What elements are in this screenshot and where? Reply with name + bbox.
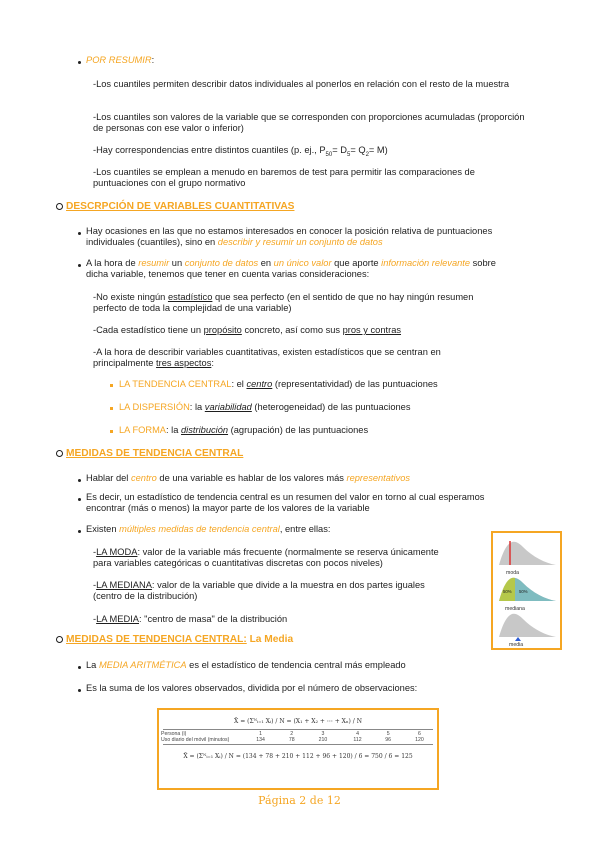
t: Existen xyxy=(86,524,120,534)
bullet xyxy=(78,232,81,235)
table-cell: 78 xyxy=(288,737,295,743)
cuantiles-item-1: -Los cuantiles permiten describir datos individuales al ponerlos en relación con el resto de la muestra xyxy=(93,79,509,89)
bullet xyxy=(78,61,81,64)
t: concreto, así como sus xyxy=(241,325,343,335)
mean-formula-figure xyxy=(157,708,439,790)
sec3-bullet-2: Es la suma de los valores observados, dividida por el número de observaciones: xyxy=(86,683,418,693)
u: LA MEDIANA xyxy=(96,580,152,590)
u: centro xyxy=(246,379,273,389)
t: de una variable es hablar de los valores más xyxy=(156,473,347,483)
moda-label: moda xyxy=(506,570,519,576)
section-circle-icon xyxy=(56,450,63,457)
por-resumir-label: POR RESUMIR xyxy=(86,55,152,65)
section-circle-icon xyxy=(56,636,63,643)
table-cell: 112 xyxy=(353,737,362,743)
t: : el xyxy=(231,379,247,389)
t: -A la hora de describir variables cuantitativas, existen estadísticos que se centran en xyxy=(93,347,441,357)
central-tendency-figure xyxy=(491,531,562,650)
e: resumir xyxy=(138,258,170,268)
section-circle-icon xyxy=(56,203,63,210)
t: que aporte xyxy=(331,258,382,268)
t: un xyxy=(169,258,185,268)
percent-label-left: 50% xyxy=(503,589,512,594)
table-cell: Persona (i) xyxy=(161,731,187,737)
cuantiles-item-3: -Los cuantiles se emplean a menudo en baremos de test para permitir las comparaciones de puntuaciones con el grupo normativo xyxy=(93,167,475,189)
t: : la xyxy=(166,425,182,435)
mediana-label: mediana xyxy=(505,606,525,612)
corr-eq2: = Q xyxy=(350,145,366,155)
u: LA MEDIA xyxy=(96,614,139,624)
bullet xyxy=(78,479,81,482)
u: distribución xyxy=(181,425,229,435)
media-definition: -LA MEDIA: "centro de masa" de la distribución xyxy=(93,614,288,624)
table-cell: 5 xyxy=(386,731,390,737)
por-resumir-heading xyxy=(86,55,154,66)
t: , entre ellas: xyxy=(279,524,331,534)
t: (centro de la distribución) xyxy=(93,591,198,602)
e: conjunto de datos xyxy=(184,258,259,268)
aspect-tendencia xyxy=(119,379,438,390)
sec1-bullet-1 xyxy=(86,226,516,249)
bullet xyxy=(78,498,81,501)
table-cell: Uso diario del móvil (minutos) xyxy=(161,737,230,743)
orange-square-bullet xyxy=(110,430,113,433)
t: -Cada estadístico tiene un xyxy=(93,325,204,335)
moda-definition: -LA MODA: valor de la variable más frecuente (normalmente se reserva únicamente para variables categóricas o cuantitativas discretas con pocos niveles) xyxy=(93,547,439,569)
sec2-bullet-2 xyxy=(86,492,484,515)
table-cell: 210 xyxy=(318,737,328,743)
t: principalmente xyxy=(93,358,157,369)
u: tres aspectos xyxy=(156,358,212,369)
distribution-curves-diagram xyxy=(493,533,560,648)
t: dicha variable, tenemos que tener en cuenta varias consideraciones: xyxy=(86,269,370,280)
u: estadístico xyxy=(167,292,213,302)
section-title-sub: La Media xyxy=(246,634,294,645)
t: : valor de la variable más frecuente (normalmente se reserva únicamente xyxy=(137,547,439,557)
sec2-bullet-1 xyxy=(86,473,410,484)
percent-label-right: 50% xyxy=(519,589,528,594)
t: es el estadístico de tendencia central más empleado xyxy=(186,660,406,670)
t: : xyxy=(211,358,214,369)
u: variabilidad xyxy=(204,402,252,412)
e: representativos xyxy=(346,473,411,483)
t: -No existe ningún xyxy=(93,292,168,302)
table-cell: 134 xyxy=(256,737,265,743)
cuantiles-item-2: -Los cuantiles son valores de la variable que se corresponden con proporciones acumuladas (proporción de personas con ese valor o inferior) xyxy=(93,112,525,134)
section-title-descripcion: DESCRPCIÓN DE VARIABLES CUANTITATIVAS xyxy=(66,201,295,212)
aspect-dispersion xyxy=(119,402,411,413)
e: centro xyxy=(130,473,157,483)
t: sobre xyxy=(470,258,496,268)
corr-post: = M) xyxy=(368,145,388,155)
colon: : xyxy=(151,55,155,65)
bullet xyxy=(78,689,81,692)
sec1-sub-3 xyxy=(93,347,441,370)
t: que sea perfecto (en el sentido de que no hay ningún resumen xyxy=(212,292,474,302)
table-cell: 6 xyxy=(417,731,421,737)
orange-square-bullet xyxy=(110,407,113,410)
page-footer: Página 2 de 12 xyxy=(258,794,341,807)
t: (agrupación) de las puntuaciones xyxy=(228,425,369,435)
bullet xyxy=(78,530,81,533)
sec1-bullet-2 xyxy=(86,258,536,281)
q-sub: 2 xyxy=(365,151,369,158)
mean-formula-general: X̄ = (Σᴺᵢ₌₁ Xᵢ) / N = (X₁ + X₂ + ⋯ + Xₙ) / N xyxy=(234,718,362,725)
t: Es decir, un estadístico de tendencia central es un resumen del valor en torno al cual esperamos xyxy=(86,492,485,502)
sec2-bullet-3 xyxy=(86,524,330,535)
table-cell: 4 xyxy=(356,731,359,737)
table-cell: 1 xyxy=(259,731,263,737)
t: encontrar (más o menos) la mayor parte de los valores de la variable xyxy=(86,503,370,514)
aspect-label: LA FORMA xyxy=(119,425,167,435)
t: : "centro de masa" de la distribución xyxy=(139,614,288,624)
section-title-media xyxy=(66,634,293,645)
e: un único valor xyxy=(273,258,332,268)
section-title-tendencia-central: MEDIDAS DE TENDENCIA CENTRAL xyxy=(66,448,244,459)
mean-formula-example: X̄ = (Σᴺᵢ₌₁ Xᵢ) / N = (134 + 78 + 210 + 112 + 96 + 120) / 6 = 750 / 6 = 125 xyxy=(183,753,413,760)
table-cell: 120 xyxy=(415,737,424,743)
d-sub: 5 xyxy=(346,151,351,158)
t: : la xyxy=(189,402,205,412)
sec3-bullet-1 xyxy=(86,660,406,671)
t: en xyxy=(258,258,274,268)
corr-pre: -Hay correspondencias entre distintos cuantiles (p. ej., P xyxy=(93,145,326,155)
u: propósito xyxy=(203,325,242,335)
aspect-label: LA DISPERSIÓN xyxy=(119,402,190,412)
cuantiles-correspondencias xyxy=(93,145,533,161)
sec1-b1-emphasis: describir y resumir un conjunto de datos xyxy=(217,237,383,248)
aspect-forma xyxy=(119,425,368,436)
table-row xyxy=(159,737,437,743)
corr-eq1: = D xyxy=(332,145,347,155)
bullet xyxy=(78,264,81,267)
section-title-main: MEDIDAS DE TENDENCIA CENTRAL: xyxy=(66,634,247,645)
t: : valor de la variable que divide a la muestra en dos partes iguales xyxy=(151,580,425,590)
t: perfecto de toda la complejidad de una variable) xyxy=(93,303,292,314)
aspect-label: LA TENDENCIA CENTRAL xyxy=(119,379,232,389)
t: (representatividad) de las puntuaciones xyxy=(272,379,438,389)
t: para variables categóricas o cuantitativas discretas con pocos niveles) xyxy=(93,558,383,569)
t: La xyxy=(86,660,99,670)
p-sub: 50 xyxy=(325,151,333,158)
e: múltiples medidas de tendencia central xyxy=(119,524,280,534)
t: Hablar del xyxy=(86,473,131,483)
table-cell: 2 xyxy=(290,731,294,737)
mediana-definition: -LA MEDIANA: valor de la variable que divide a la muestra en dos partes iguales (centro de la distribución) xyxy=(93,580,425,602)
orange-square-bullet xyxy=(110,384,113,387)
u: pros y contras xyxy=(342,325,402,335)
sec1-sub-2 xyxy=(93,325,401,336)
media-label: media xyxy=(509,642,524,648)
data-table xyxy=(159,731,437,743)
sec1-sub-1 xyxy=(93,292,533,315)
e: información relevante xyxy=(381,258,471,268)
table-cell: 3 xyxy=(321,731,325,737)
t: (heterogeneidad) de las puntuaciones xyxy=(251,402,411,412)
table-cell: 96 xyxy=(385,737,392,743)
bullet xyxy=(78,666,81,669)
u: LA MODA xyxy=(96,547,138,557)
t: A la hora de xyxy=(86,258,139,268)
sec1-b1-text: Hay ocasiones en las que no estamos interesados en conocer la posición relativa de puntuaciones individuales (cuantiles), sino en xyxy=(86,226,493,248)
e: MEDIA ARITMÉTICA xyxy=(98,660,187,670)
